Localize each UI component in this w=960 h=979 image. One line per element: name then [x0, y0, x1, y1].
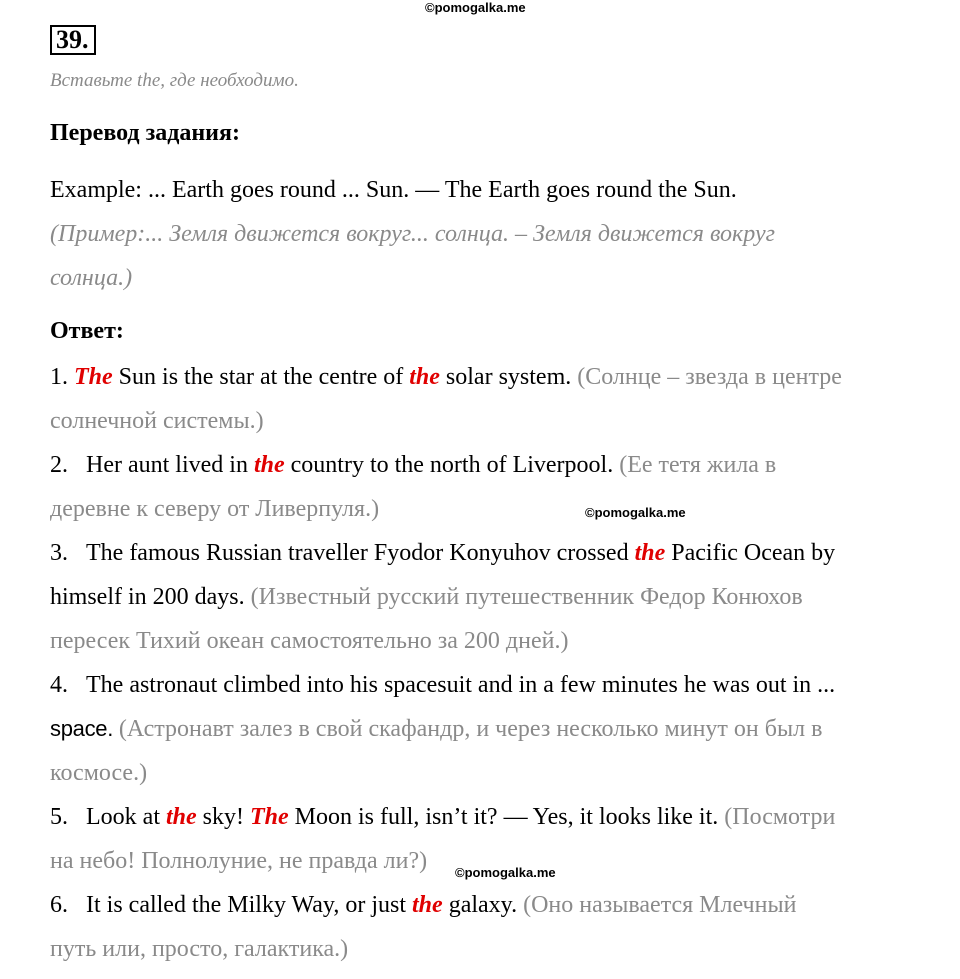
answer-item-5 — [50, 795, 910, 839]
answer-word: The — [74, 364, 113, 390]
answer-word: The — [250, 804, 289, 830]
answer-translation-cont: деревне к северу от Ливерпуля.) — [50, 496, 380, 522]
answer-text: Look at — [86, 804, 166, 830]
answer-translation: (Астронавт залез в свой скафандр, и через несколько минут он был в — [118, 716, 823, 742]
answer-number: 6. — [50, 892, 68, 918]
answer-item-3 — [50, 531, 910, 575]
answer-translation-cont: пересек Тихий океан самостоятельно за 200 дней.) — [50, 628, 569, 654]
answer-item-4 — [50, 663, 910, 707]
answer-text: Sun is the star at the centre of — [112, 364, 410, 390]
answer-text: It is called the Milky Way, or just — [86, 892, 413, 918]
answer-translation: (Посмотри — [724, 804, 836, 830]
answer-item-6 — [50, 883, 910, 927]
answer-translation-cont: на небо! Полнолуние, не правда ли?) — [50, 848, 428, 874]
answer-item-4-cont — [50, 707, 910, 751]
answer-text: sky! — [196, 804, 250, 830]
answer-word: the — [409, 364, 440, 390]
answer-text: The famous Russian traveller Fyodor Konyuhov crossed — [86, 540, 635, 566]
answer-text: The astronaut climbed into his spacesuit and in a few minutes he was out in ... — [86, 672, 836, 698]
answer-translation-cont: космосе.) — [50, 760, 148, 786]
answer-text: himself in 200 days. — [50, 584, 251, 610]
answer-translation-cont: солнечной системы.) — [50, 408, 264, 434]
watermark-top: ©pomogalka.me — [425, 0, 526, 15]
answer-word: the — [634, 540, 666, 566]
example-translation-line2: солнца.) — [50, 265, 133, 291]
answer-item-3-cont — [50, 575, 910, 619]
answer-number: 3. — [50, 540, 68, 566]
example-block — [50, 168, 910, 300]
answer-text: space. — [50, 716, 119, 741]
answer-text: country to the north of Liverpool. — [284, 452, 620, 478]
example-text: Example: ... Earth goes round ... Sun. — The Earth goes round the Sun. — [50, 177, 737, 203]
answer-word: the — [253, 452, 285, 478]
answer-word: the — [165, 804, 197, 830]
answer-translation: (Ее тетя жила в — [619, 452, 777, 478]
answer-text: solar system. — [439, 364, 578, 390]
answer-text: Moon is full, isn’t it? — Yes, it looks like it. — [288, 804, 725, 830]
watermark-bottom: ©pomogalka.me — [455, 865, 556, 880]
answer-translation: (Известный русский путешественник Федор Конюхов — [250, 584, 803, 610]
task-number-box: 39. — [50, 25, 96, 55]
answer-word: the — [412, 892, 443, 918]
answer-text: galaxy. — [442, 892, 524, 918]
answer-number: 2. — [50, 452, 68, 478]
answer-item-1 — [50, 355, 910, 399]
answer-translation-cont: путь или, просто, галактика.) — [50, 936, 349, 962]
watermark-middle: ©pomogalka.me — [585, 505, 686, 520]
answer-heading: Ответ: — [50, 318, 124, 344]
answers-list — [50, 355, 910, 971]
answer-item-2 — [50, 443, 910, 487]
answer-number: 1. — [50, 364, 68, 390]
answer-number: 5. — [50, 804, 68, 830]
translation-heading: Перевод задания: — [50, 120, 240, 146]
task-instruction: Вставьте the, где необходимо. — [50, 70, 299, 91]
answer-text: Pacific Ocean by — [665, 540, 836, 566]
answer-translation: (Оно называется Млечный — [523, 892, 797, 918]
answer-number: 4. — [50, 672, 68, 698]
answer-text: Her aunt lived in — [86, 452, 254, 478]
example-translation-line1: (Пример:... Земля движется вокруг... солнца. – Земля движется вокруг — [50, 221, 775, 247]
answer-translation: (Солнце – звезда в центре — [577, 364, 842, 390]
